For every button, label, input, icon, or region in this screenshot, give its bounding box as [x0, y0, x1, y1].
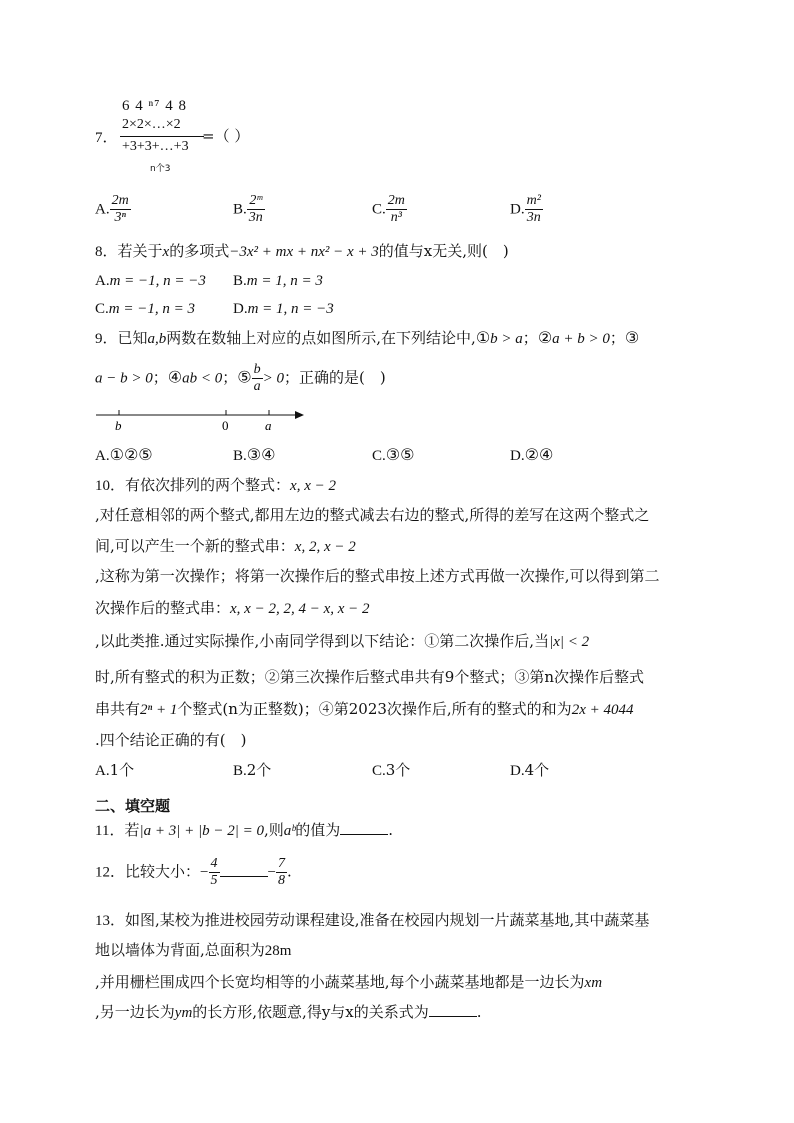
q10-expr: x, x − 2, 2, 4 − x, x − 2: [230, 601, 370, 617]
q11-expr: aᵇ: [283, 823, 296, 839]
q7-expr-under: n个3: [150, 164, 171, 174]
option-value: 2个: [246, 761, 272, 779]
q11-text: 的值为: [295, 821, 341, 839]
option-value: 4个: [524, 761, 550, 779]
q8-option-a: [95, 270, 206, 291]
q9-c5-num: b: [253, 362, 261, 377]
q7-expr-mid: 2×2×…×2: [122, 117, 181, 132]
option-label: D.: [510, 763, 525, 779]
q7-fraction-bar: [120, 136, 204, 137]
q13-text: ,并用栅栏围成四个长宽均相等的小蔬菜基地,每个小蔬菜基地都是一边长为: [95, 973, 585, 991]
q9-line2: [95, 362, 386, 395]
option-value: m = −1, n = 3: [108, 301, 195, 317]
option-value: m = −1, n = −3: [109, 273, 206, 289]
q10-text: 间,可以产生一个新的整式串：: [95, 537, 295, 555]
q10-text: 串共有: [95, 700, 141, 718]
q10-option-c: [372, 760, 410, 781]
q13-text: 地以墙体为背面,总面积为: [95, 941, 265, 959]
q13-expr: 28m: [264, 943, 292, 959]
q11-expr: |a + 3| + |b − 2| = 0: [139, 823, 264, 839]
answer-blank[interactable]: [340, 820, 388, 835]
q9-conclusion-5: > 0: [262, 370, 284, 387]
option-label: B.: [233, 201, 247, 218]
q8-poly: −3x² + mx + nx² − x + 3: [229, 244, 379, 260]
q7-equals-paren: =（ ）: [202, 127, 250, 145]
q9-mark-1: ①: [475, 328, 491, 347]
q8-text-mid: 的多项式: [169, 242, 230, 260]
option-value: 3个: [385, 761, 411, 779]
q10-expr: 2ⁿ + 1: [140, 702, 178, 718]
q9-sep: ；: [609, 329, 625, 347]
q13-end: .: [476, 1003, 482, 1021]
q11-number: 11．: [95, 823, 125, 839]
q9-sep: ；: [522, 329, 538, 347]
q10-number: 10．: [95, 478, 126, 494]
q11-text: 若: [124, 821, 140, 839]
option-value: ②④: [524, 445, 554, 464]
answer-blank[interactable]: [429, 1002, 477, 1017]
q9-conclusion-4: ab < 0: [182, 370, 223, 387]
q9-conclusion-2: a + b > 0: [552, 331, 610, 347]
q12-f2-den: 8: [277, 873, 285, 888]
answer-blank[interactable]: [220, 862, 268, 877]
q9-text: 已知: [117, 329, 148, 347]
q9-line1: [95, 328, 639, 349]
q10-text: 个整式(n为正整数)；④第2023次操作后,所有的整式的和为: [177, 700, 572, 718]
q10-line4: ,这称为第一次操作；将第一次操作后的整式串按上述方式再做一次操作,可以得到第二: [95, 567, 660, 585]
q12-sign: −: [267, 864, 276, 881]
option-label: D.: [233, 301, 248, 317]
q12-number: 12．: [95, 864, 126, 881]
q8-var-x: x: [162, 244, 170, 260]
option-label: B.: [233, 763, 247, 779]
q9-mark-5: ⑤: [237, 367, 252, 387]
q12-sign: −: [200, 864, 209, 881]
option-label: B.: [233, 448, 247, 464]
q10-text: 次操作后的整式串：: [95, 599, 231, 617]
q7-expr-top: 6 4 ⁿ⁷ 4 8: [122, 98, 187, 114]
q13-line4: [95, 1002, 482, 1023]
q9-number-line: [92, 404, 312, 434]
q10-option-a: [95, 760, 134, 781]
q10-line2: ,对任意相邻的两个整式,都用左边的整式减去右边的整式,所得的差写在这两个整式之: [95, 506, 650, 524]
option-value: 1个: [109, 761, 135, 779]
q13-text: ,另一边长为: [95, 1003, 175, 1021]
q9-mark-3: ③: [624, 328, 640, 347]
option-num: m²: [526, 193, 541, 208]
q9-number: 9．: [95, 331, 118, 347]
q8-number: 8．: [95, 244, 118, 260]
q10-line8: [95, 699, 633, 720]
option-label: A.: [95, 273, 110, 289]
section-title: 二、填空题: [95, 797, 171, 815]
q12-f1-den: 5: [210, 873, 218, 888]
q7-expr-bot: +3+3+…+3: [122, 139, 189, 154]
q9-vars: a,b: [147, 331, 167, 347]
option-den: 3ⁿ: [114, 210, 126, 225]
option-label: D.: [510, 448, 525, 464]
option-den: 3n: [526, 210, 541, 225]
q9-sep: ；: [152, 368, 168, 387]
q9-mark-2: ②: [537, 328, 553, 347]
q10-expr: 2x + 4044: [571, 702, 634, 718]
option-num: 2m: [387, 193, 405, 208]
q9-c5-den: a: [253, 379, 261, 394]
q13-line1: [95, 910, 649, 931]
q12-end: .: [286, 862, 292, 881]
q11-text: ,则: [263, 821, 284, 839]
option-label: A.: [95, 201, 110, 218]
axis-label-b: b: [115, 418, 122, 433]
q13-text: 如图,某校为推进校园劳动课程建设,准备在校园内规划一片蔬菜基地,其中蔬菜基: [125, 911, 650, 929]
q10-option-b: [233, 760, 271, 781]
q13-expr: ym: [174, 1005, 193, 1021]
option-value: ③⑤: [385, 445, 415, 464]
q9-tail: ；正确的是( ): [283, 368, 386, 387]
q9-text: 两数在数轴上对应的点如图所示,在下列结论中,: [166, 329, 476, 347]
q8-option-b: [233, 270, 323, 291]
option-num: 2ᵐ: [247, 193, 265, 210]
axis-label-0: 0: [222, 418, 229, 433]
q9-option-b: [233, 445, 275, 466]
q7-number: 7．: [95, 130, 118, 146]
q13-number: 13．: [95, 913, 126, 929]
q9-mark-4: ④: [167, 367, 183, 387]
q13-expr: xm: [584, 975, 603, 991]
q10-line1: [95, 475, 336, 496]
q10-line5: [95, 598, 370, 619]
option-label: D.: [510, 201, 525, 218]
option-num: 2m: [111, 193, 129, 208]
axis-arrow-icon: [295, 411, 304, 419]
q13-text: 的长方形,依题意,得y与x的关系式为: [192, 1003, 429, 1021]
q7-option-b: [233, 193, 265, 226]
option-value: m = 1, n = 3: [246, 273, 323, 289]
q13-line3: [95, 972, 602, 993]
q10-option-d: [510, 760, 549, 781]
q7-option-a: [95, 193, 131, 226]
option-label: A.: [95, 448, 110, 464]
q9-conclusion-1: b > a: [490, 331, 523, 347]
q9-option-a: [95, 445, 153, 466]
q10-expr: |x| < 2: [549, 634, 590, 650]
q9-conclusion-3: a − b > 0: [95, 370, 153, 387]
option-value: ③④: [246, 445, 276, 464]
q10-expr: x, 2, x − 2: [294, 539, 356, 555]
q7-option-d: [510, 193, 543, 226]
q9-option-c: [372, 445, 414, 466]
q8-stem: [95, 241, 509, 262]
q10-line6: [95, 631, 589, 652]
q9-sep: ；: [222, 368, 238, 387]
q12-f1-num: 4: [210, 856, 218, 871]
option-label: C.: [372, 448, 386, 464]
axis-label-a: a: [265, 418, 272, 433]
q10-line9: .四个结论正确的有( ): [95, 731, 247, 749]
option-value: m = 1, n = −3: [247, 301, 334, 317]
q8-text-pre: 若关于: [117, 242, 163, 260]
q8-option-c: [95, 298, 195, 319]
option-label: A.: [95, 763, 110, 779]
q12-f2-num: 7: [277, 856, 285, 871]
q11-stem: [95, 820, 393, 841]
q8-option-d: [233, 298, 334, 319]
option-den: 3n: [248, 210, 263, 225]
q10-line7: 时,所有整式的积为正数；②第三次操作后整式串共有9个整式；③第n次操作后整式: [95, 668, 644, 686]
q10-line3: [95, 536, 356, 557]
option-label: C.: [372, 201, 386, 218]
option-label: C.: [372, 763, 386, 779]
q10-text: 有依次排列的两个整式：: [125, 476, 291, 494]
q11-end: .: [388, 821, 394, 839]
option-den: n³: [390, 210, 402, 225]
q12-text: 比较大小：: [125, 862, 201, 881]
option-value: ①②⑤: [109, 445, 153, 464]
q7-option-c: [372, 193, 407, 226]
option-label: C.: [95, 301, 109, 317]
option-label: B.: [233, 273, 247, 289]
q9-option-d: [510, 445, 553, 466]
q12-stem: [95, 856, 292, 889]
q13-line2: [95, 940, 291, 961]
q10-expr: x, x − 2: [290, 478, 336, 494]
q8-text-post: 的值与x无关,则( ): [378, 242, 509, 260]
q10-text: ,以此类推.通过实际操作,小南同学得到以下结论：①第二次操作后,当: [95, 632, 550, 650]
